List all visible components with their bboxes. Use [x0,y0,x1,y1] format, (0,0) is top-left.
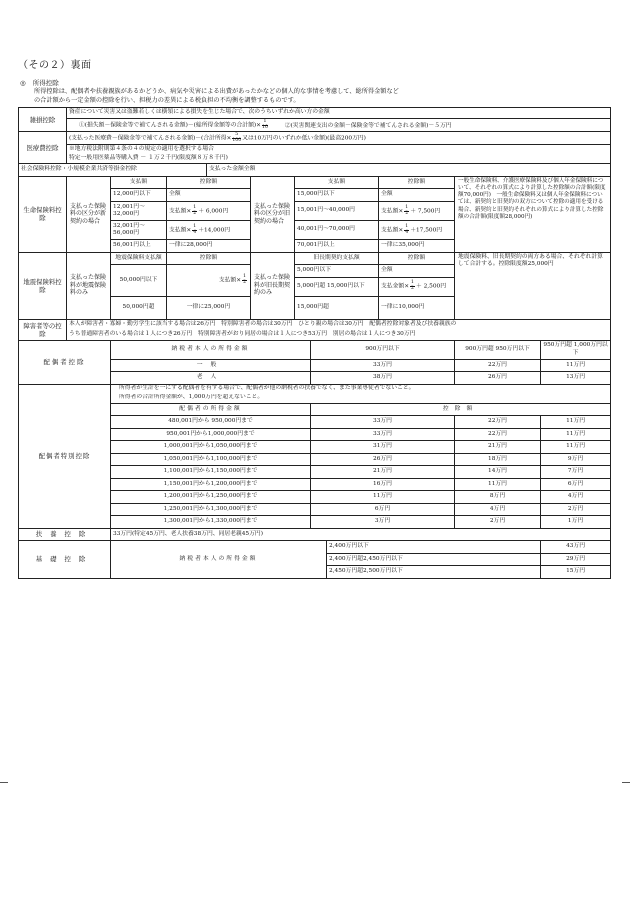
tokubetsu-v3-9: 1万円 [541,516,611,529]
haigusha-head-row [19,340,611,359]
iryohi-label: 医療費控除 [19,132,67,164]
zasson-frac-den: 10 [262,124,268,130]
seimei-new-paid-4: 56,001円以上 [111,240,167,253]
seimei-old-calc-2 [379,202,455,221]
seimei-old-frac-3-den: 4 [405,229,409,235]
jishin-right-paid-3: 15,000円超 [295,296,379,319]
zasson-label: 雑損控除 [19,108,67,132]
fuyo-row [19,528,611,541]
fuyo-value: 33万円(特定45万円、老人扶養38万円、同居老親45万円) [111,528,611,541]
seimei-old-label: 支払った保険料の区分が旧契約の場合 [251,176,295,252]
deduction-table [18,107,611,579]
shakai-label: 社会保険料控除・小規模企業共済等掛金控除 [19,164,207,177]
tokubetsu-v2-2: 22万円 [455,428,541,441]
iryohi-row-2 [19,145,611,155]
intro-heading-text: 所得控除 [32,79,59,87]
haigusha-row-1-name: 一般 [111,359,311,372]
tokubetsu-range-1: 480,001円から 950,000円まで [111,416,311,429]
haigusha-row-2-name: 老人 [111,372,311,385]
jishin-right-frac-2-num: 1 [411,280,414,286]
tokubetsu-v3-5: 7万円 [541,466,611,479]
tokubetsu-range-7: 1,200,001円から1,250,000円まで [111,491,311,504]
seimei-old-frac-2-den: 2 [405,210,409,216]
jishin-left-paid-1: 50,000円以下 [111,265,167,297]
jishin-right-frac-2 [410,281,415,291]
iryohi-frac-den: 100 [232,137,242,143]
tokubetsu-v2-1: 22万円 [455,416,541,429]
haigusha-row-2-v3: 13万円 [541,372,611,385]
tokubetsu-v3-1: 11万円 [541,416,611,429]
tokubetsu-v1-2: 33万円 [311,428,455,441]
jishin-right-calc-2 [379,277,455,296]
haigusha-row-2-v1: 38万円 [311,372,455,385]
seimei-new-frac-2-den: 2 [193,210,197,216]
zasson-frac-num: 1 [263,118,267,124]
zasson-formula-1: ①(損失額－保険金等で補てんされる金額)－(総所得金額等の合計額)× [79,122,262,129]
jishin-right-calc-2b: ＋ 2,500円 [415,284,447,290]
jishin-left-head-deduct: 控除額 [167,252,251,265]
tokubetsu-range-9: 1,300,001円から1,330,000円まで [111,516,311,529]
seimei-new-calc-3b: ＋14,000円 [198,227,231,234]
tokubetsu-range-8: 1,250,001円から1,300,000円まで [111,503,311,516]
jishin-left-calc-2: 一律に25,000円 [167,296,251,319]
seimei-old-frac-2-num: 1 [405,204,409,210]
haigusha-label: 配偶者控除 [19,340,111,384]
seimei-old-frac-3 [404,225,409,235]
jishin-right-paid-1: 5,000円以下 [295,265,379,278]
seimei-new-paid-1: 12,000円以下 [111,189,167,202]
iryohi-line-2: ※地方税法附則第４条の４の規定の適用を選択する場合 [67,145,611,155]
tokubetsu-cond-row [19,384,611,394]
iryohi-row [19,132,611,145]
seimei-old-col-deduct: 控除額 [379,176,455,189]
intro-line-1: 所得控除は、配偶者や扶養親族があるかどうか、病気や災害による出費があったかなどの個人的な事情を考慮して、総所得金額など [34,88,399,95]
margin-tick-left [0,782,8,783]
tokubetsu-v2-9: 2万円 [455,516,541,529]
seimei-old-calc-4: 一律に35,000円 [379,240,455,253]
haigusha-col-1: 900万円以下 [311,340,455,359]
iryohi-row-3 [19,154,611,164]
jishin-left-frac-1 [242,275,247,285]
haigusha-col-2: 900万円超 950万円以下 [455,340,541,359]
seimei-new-col-paid: 支払額 [111,176,167,189]
iryohi-line-3: 特定一般用医薬品等購入費 － １万２千円(限度額８万８千円) [67,154,611,164]
haigusha-row-2-v2: 26万円 [455,372,541,385]
iryohi-line-1 [67,132,611,145]
tokubetsu-cond-1: 所得者が生計を一にする配偶者を有する場合で、配偶者が他の納税者の扶養でなく、また事業専従者でないこと。 [111,384,611,394]
jishin-right-calc-1: 全額 [379,265,455,278]
haigusha-row-1-v2: 22万円 [455,359,541,372]
haigusha-col-3: 950万円超 1,000万円以下 [541,340,611,359]
iryohi-formula-b: 又は10万円のいずれか低い金額)(最高200万円) [242,135,366,142]
haigusha-row-1-v3: 11万円 [541,359,611,372]
page-title: （その２）裏面 [18,60,92,71]
tokubetsu-v1-8: 6万円 [311,503,455,516]
kiso-income-label: 納税者本人の所得金額 [111,541,327,579]
tokubetsu-v2-5: 14万円 [455,466,541,479]
seimei-new-frac-3-num: 1 [193,223,197,229]
zasson-row-2 [19,119,611,132]
kiso-value-1: 43万円 [541,541,611,554]
seimei-old-frac-3-num: 1 [405,223,409,229]
seimei-new-calc-3 [167,221,251,240]
jishin-head-row [19,252,611,265]
jishin-right-frac-2-den: 2 [411,286,414,291]
shakai-value: 支払った金額全額 [207,164,611,177]
intro-heading [20,79,59,87]
haigusha-income-label: 納税者本人の所得金額 [111,340,311,359]
tokubetsu-range-4: 1,050,001円から1,100,000円まで [111,453,311,466]
seimei-label: 生命保険料控除 [19,176,67,252]
shogaisha-line-2: うち普通障害者のいる場合は１人につき26万円 特別障害者がおり同居の場合は１人につき53万円 別居の場合は１人につき30万円 [67,330,611,341]
tokubetsu-v1-4: 26万円 [311,453,455,466]
jishin-label: 地震保険料控除 [19,252,67,319]
zasson-row [19,108,611,119]
seimei-new-calc-1: 全額 [167,189,251,202]
seimei-new-calc-2a: 支払額× [169,208,192,215]
tokubetsu-v3-2: 11万円 [541,428,611,441]
seimei-head-row [19,176,611,189]
seimei-old-paid-4: 70,001円以上 [295,240,379,253]
fuyo-label: 扶養控除 [19,528,111,541]
tokubetsu-v1-6: 16万円 [311,478,455,491]
tokubetsu-v3-3: 11万円 [541,441,611,454]
zasson-line-1: 資産について災害又は盗難若しくは横領による損失を生じた場合で、次のうちいずれか高い方の金額 [67,108,611,119]
seimei-old-calc-2b: ＋ 7,500円 [410,208,441,215]
tokubetsu-v2-3: 21万円 [455,441,541,454]
jishin-right-calc-2a: 支払金額× [381,284,410,290]
tokubetsu-v1-9: 3万円 [311,516,455,529]
seimei-new-frac-3-den: 4 [193,229,197,235]
jishin-right-label: 支払った保険料が旧長期契約のみ [251,252,295,319]
jishin-left-head-paid: 地震保険料支払額 [111,252,167,265]
tokubetsu-label: 配偶者特別控除 [19,384,111,528]
tokubetsu-head-deduct: 控除額 [311,403,611,416]
tokubetsu-range-5: 1,100,001円から1,150,000円まで [111,466,311,479]
jishin-note: 地震保険料、旧長期契約の両方ある場合、それぞれ計算して合計する。控除限度額25,000円 [455,252,611,319]
iryohi-fraction [232,133,241,143]
seimei-old-calc-2a: 支払額× [381,208,404,215]
seimei-old-calc-3a: 支払額× [381,227,404,234]
tokubetsu-cond-2: 所得者の合計所得金額が、1,000万円を超えないこと。 [111,394,611,404]
tokubetsu-v3-6: 6万円 [541,478,611,491]
seimei-new-label: 支払った保険料の区分が新契約の場合 [67,176,111,252]
iryohi-frac-num: 5 [232,133,241,139]
tokubetsu-v2-6: 11万円 [455,478,541,491]
jishin-right-calc-3: 一律に10,000円 [379,296,455,319]
kiso-range-3: 2,450万円超2,500万円以下 [327,566,541,579]
seimei-old-paid-3: 40,001円～70,000円 [295,221,379,240]
kiso-value-2: 29万円 [541,553,611,566]
jishin-left-paid-2: 50,000円超 [111,296,167,319]
seimei-old-paid-2: 15,001円～40,000円 [295,202,379,221]
tokubetsu-v3-4: 9万円 [541,453,611,466]
tokubetsu-v2-7: 8万円 [455,491,541,504]
kiso-row-1 [19,541,611,554]
seimei-new-frac-3 [192,225,197,235]
tokubetsu-head-income: 配偶者の所得金額 [111,403,311,416]
seimei-old-calc-1: 全額 [379,189,455,202]
haigusha-row-1-v1: 33万円 [311,359,455,372]
seimei-old-calc-3 [379,221,455,240]
jishin-right-paid-2: 5,000円超 15,000円以下 [295,277,379,296]
zasson-line-2 [67,119,611,132]
seimei-new-calc-2b: ＋ 6,000円 [198,208,229,215]
seimei-new-frac-2-num: 1 [193,204,197,210]
tokubetsu-v1-1: 33万円 [311,416,455,429]
jishin-right-head-paid: 旧長期契約支払額 [295,252,379,265]
zasson-fraction [262,120,268,130]
tokubetsu-v1-3: 31万円 [311,441,455,454]
kiso-range-1: 2,400万円以下 [327,541,541,554]
kiso-value-3: 15万円 [541,566,611,579]
seimei-new-frac-2 [192,206,197,216]
tokubetsu-range-6: 1,150,001円から1,200,000円まで [111,478,311,491]
shakai-row [19,164,611,177]
jishin-left-frac-1-den: 2 [243,279,246,285]
jishin-left-frac-1-num: 1 [243,274,246,280]
tokubetsu-v1-5: 21万円 [311,466,455,479]
zasson-formula-2: ②(災害関連支出の金額－保険金等で補てんされる金額)－５万円 [284,122,452,129]
shogaisha-row [19,319,611,330]
shogaisha-line-1: 本人が障害者・寡婦・勤労学生に該当する場合は26万円 特別障害者の場合は30万円 ひとり親の場合は30万円 配偶者控除対象者及び扶養親族の [67,319,611,330]
kiso-label: 基礎控除 [19,541,111,579]
seimei-old-col-paid: 支払額 [295,176,379,189]
seimei-old-paid-1: 15,000円以下 [295,189,379,202]
kiso-range-2: 2,400万円超2,450万円以下 [327,553,541,566]
iryohi-formula-a: (支払った医療費－保険金等で補てんされる金額)－(合計所得× [69,135,232,142]
seimei-note: 一般生命保険料、介護医療保険料及び個人年金保険料について、それぞれの算式により計算した控除額の合計額(限度額70,000円) 一般生命保険料又は個人年金保険料については、新契約と旧契約の双方について控除の適用を受ける場合、新契約と旧契約それぞれの算式により計算した控除額の合計額(限度額28,000円) [455,176,611,252]
seimei-new-paid-2: 12,001円～32,000円 [111,202,167,221]
seimei-new-calc-3a: 支払額× [169,227,192,234]
jishin-left-calc-1a: 支払額× [218,277,242,284]
tokubetsu-v2-8: 4万円 [455,503,541,516]
tokubetsu-v1-7: 11万円 [311,491,455,504]
seimei-old-calc-3b: ＋17,500円 [410,227,443,234]
margin-tick-right [622,782,630,783]
seimei-old-frac-2 [404,206,409,216]
seimei-new-calc-2 [167,202,251,221]
seimei-new-col-deduct: 控除額 [167,176,251,189]
shogaisha-label: 障害者等の控除 [19,319,67,340]
jishin-left-label: 支払った保険料が地震保険料のみ [67,252,111,319]
intro-mark: ◎ [20,79,26,87]
seimei-new-calc-4: 一律に28,000円 [167,240,251,253]
shogaisha-row-2 [19,330,611,341]
tokubetsu-v3-8: 2万円 [541,503,611,516]
tokubetsu-range-2: 950,001円から1,000,000円まで [111,428,311,441]
jishin-right-head-deduct: 控除額 [379,252,455,265]
tokubetsu-range-3: 1,000,001円から1,050,000円まで [111,441,311,454]
jishin-left-calc-1 [167,265,251,297]
tokubetsu-v3-7: 4万円 [541,491,611,504]
intro-line-2: の合計額から一定金額の控除を行い、担税力の差異による税負担の不均衡を調整するものです。 [34,97,300,104]
tokubetsu-v2-4: 18万円 [455,453,541,466]
seimei-new-paid-3: 32,001円～56,000円 [111,221,167,240]
